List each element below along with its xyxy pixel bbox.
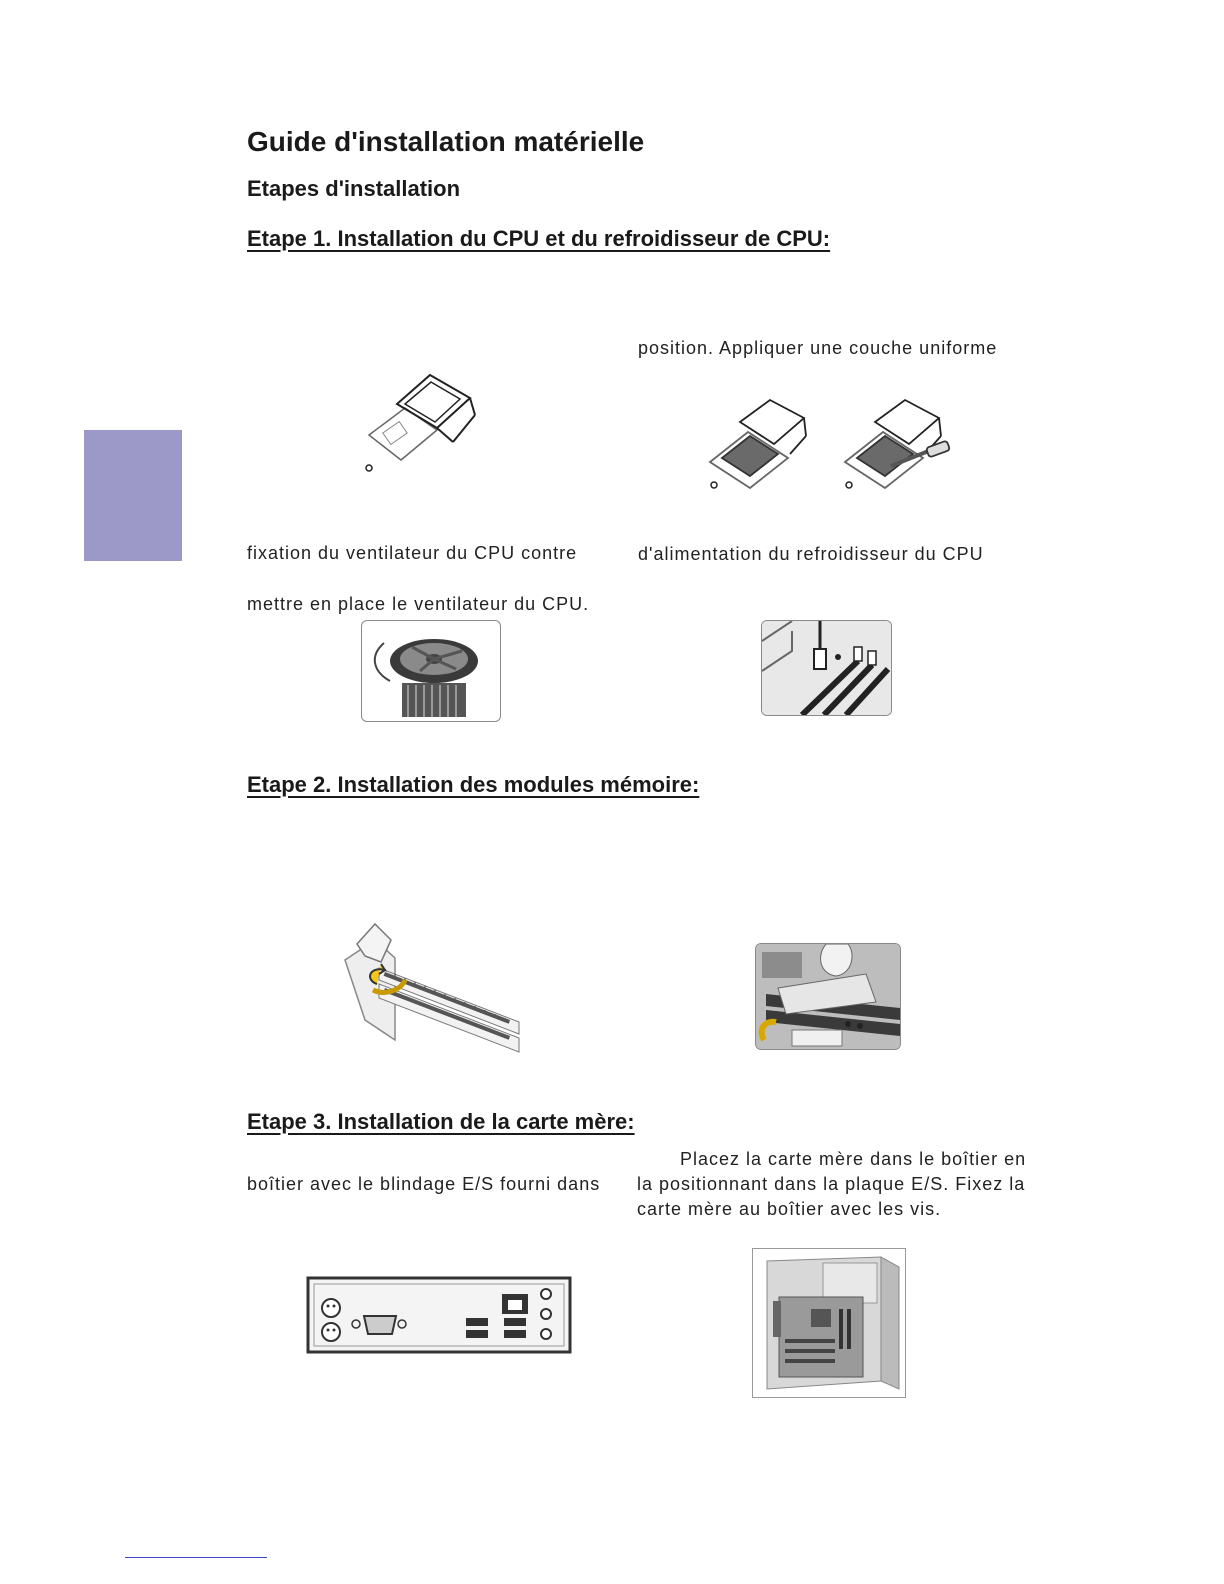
fan-connector-image xyxy=(761,620,892,716)
io-shield-illustration xyxy=(306,1276,572,1356)
step1-text-right-top: position. Appliquer une couche uniforme xyxy=(638,338,998,358)
memory-slot-illustration xyxy=(335,920,525,1060)
cpu-socket-illustration xyxy=(355,360,485,480)
footer-rule xyxy=(125,1557,267,1558)
step2-heading: Etape 2. Installation des modules mémoire: xyxy=(247,772,700,797)
page-subtitle: Etapes d'installation xyxy=(247,176,461,201)
case-motherboard-image xyxy=(752,1248,906,1398)
step1-text-left-mid: fixation du ventilateur du CPU contre xyxy=(247,543,578,563)
cpu-thermal-paste-illustration xyxy=(700,392,960,502)
step1-text-left-mid2: mettre en place le ventilateur du CPU. xyxy=(247,594,590,614)
step3-text-right-line2: la positionnant dans la plaque E/S. Fixez la xyxy=(637,1174,1026,1194)
step3-heading: Etape 3. Installation de la carte mère: xyxy=(247,1109,635,1134)
side-tab-marker xyxy=(84,430,182,561)
step3-text-left: boîtier avec le blindage E/S fourni dans xyxy=(247,1174,601,1194)
step1-text-right-mid: d'alimentation du refroidisseur du CPU xyxy=(638,544,984,564)
step1-heading: Etape 1. Installation du CPU et du refroidisseur de CPU: xyxy=(247,226,831,251)
step3-text-right-line3: carte mère au boîtier avec les vis. xyxy=(637,1199,942,1219)
step3-text-right-line1: Placez la carte mère dans le boîtier en xyxy=(680,1149,1027,1169)
cpu-fan-image xyxy=(361,620,501,722)
memory-insert-image xyxy=(755,943,901,1050)
page-title: Guide d'installation matérielle xyxy=(247,126,645,157)
